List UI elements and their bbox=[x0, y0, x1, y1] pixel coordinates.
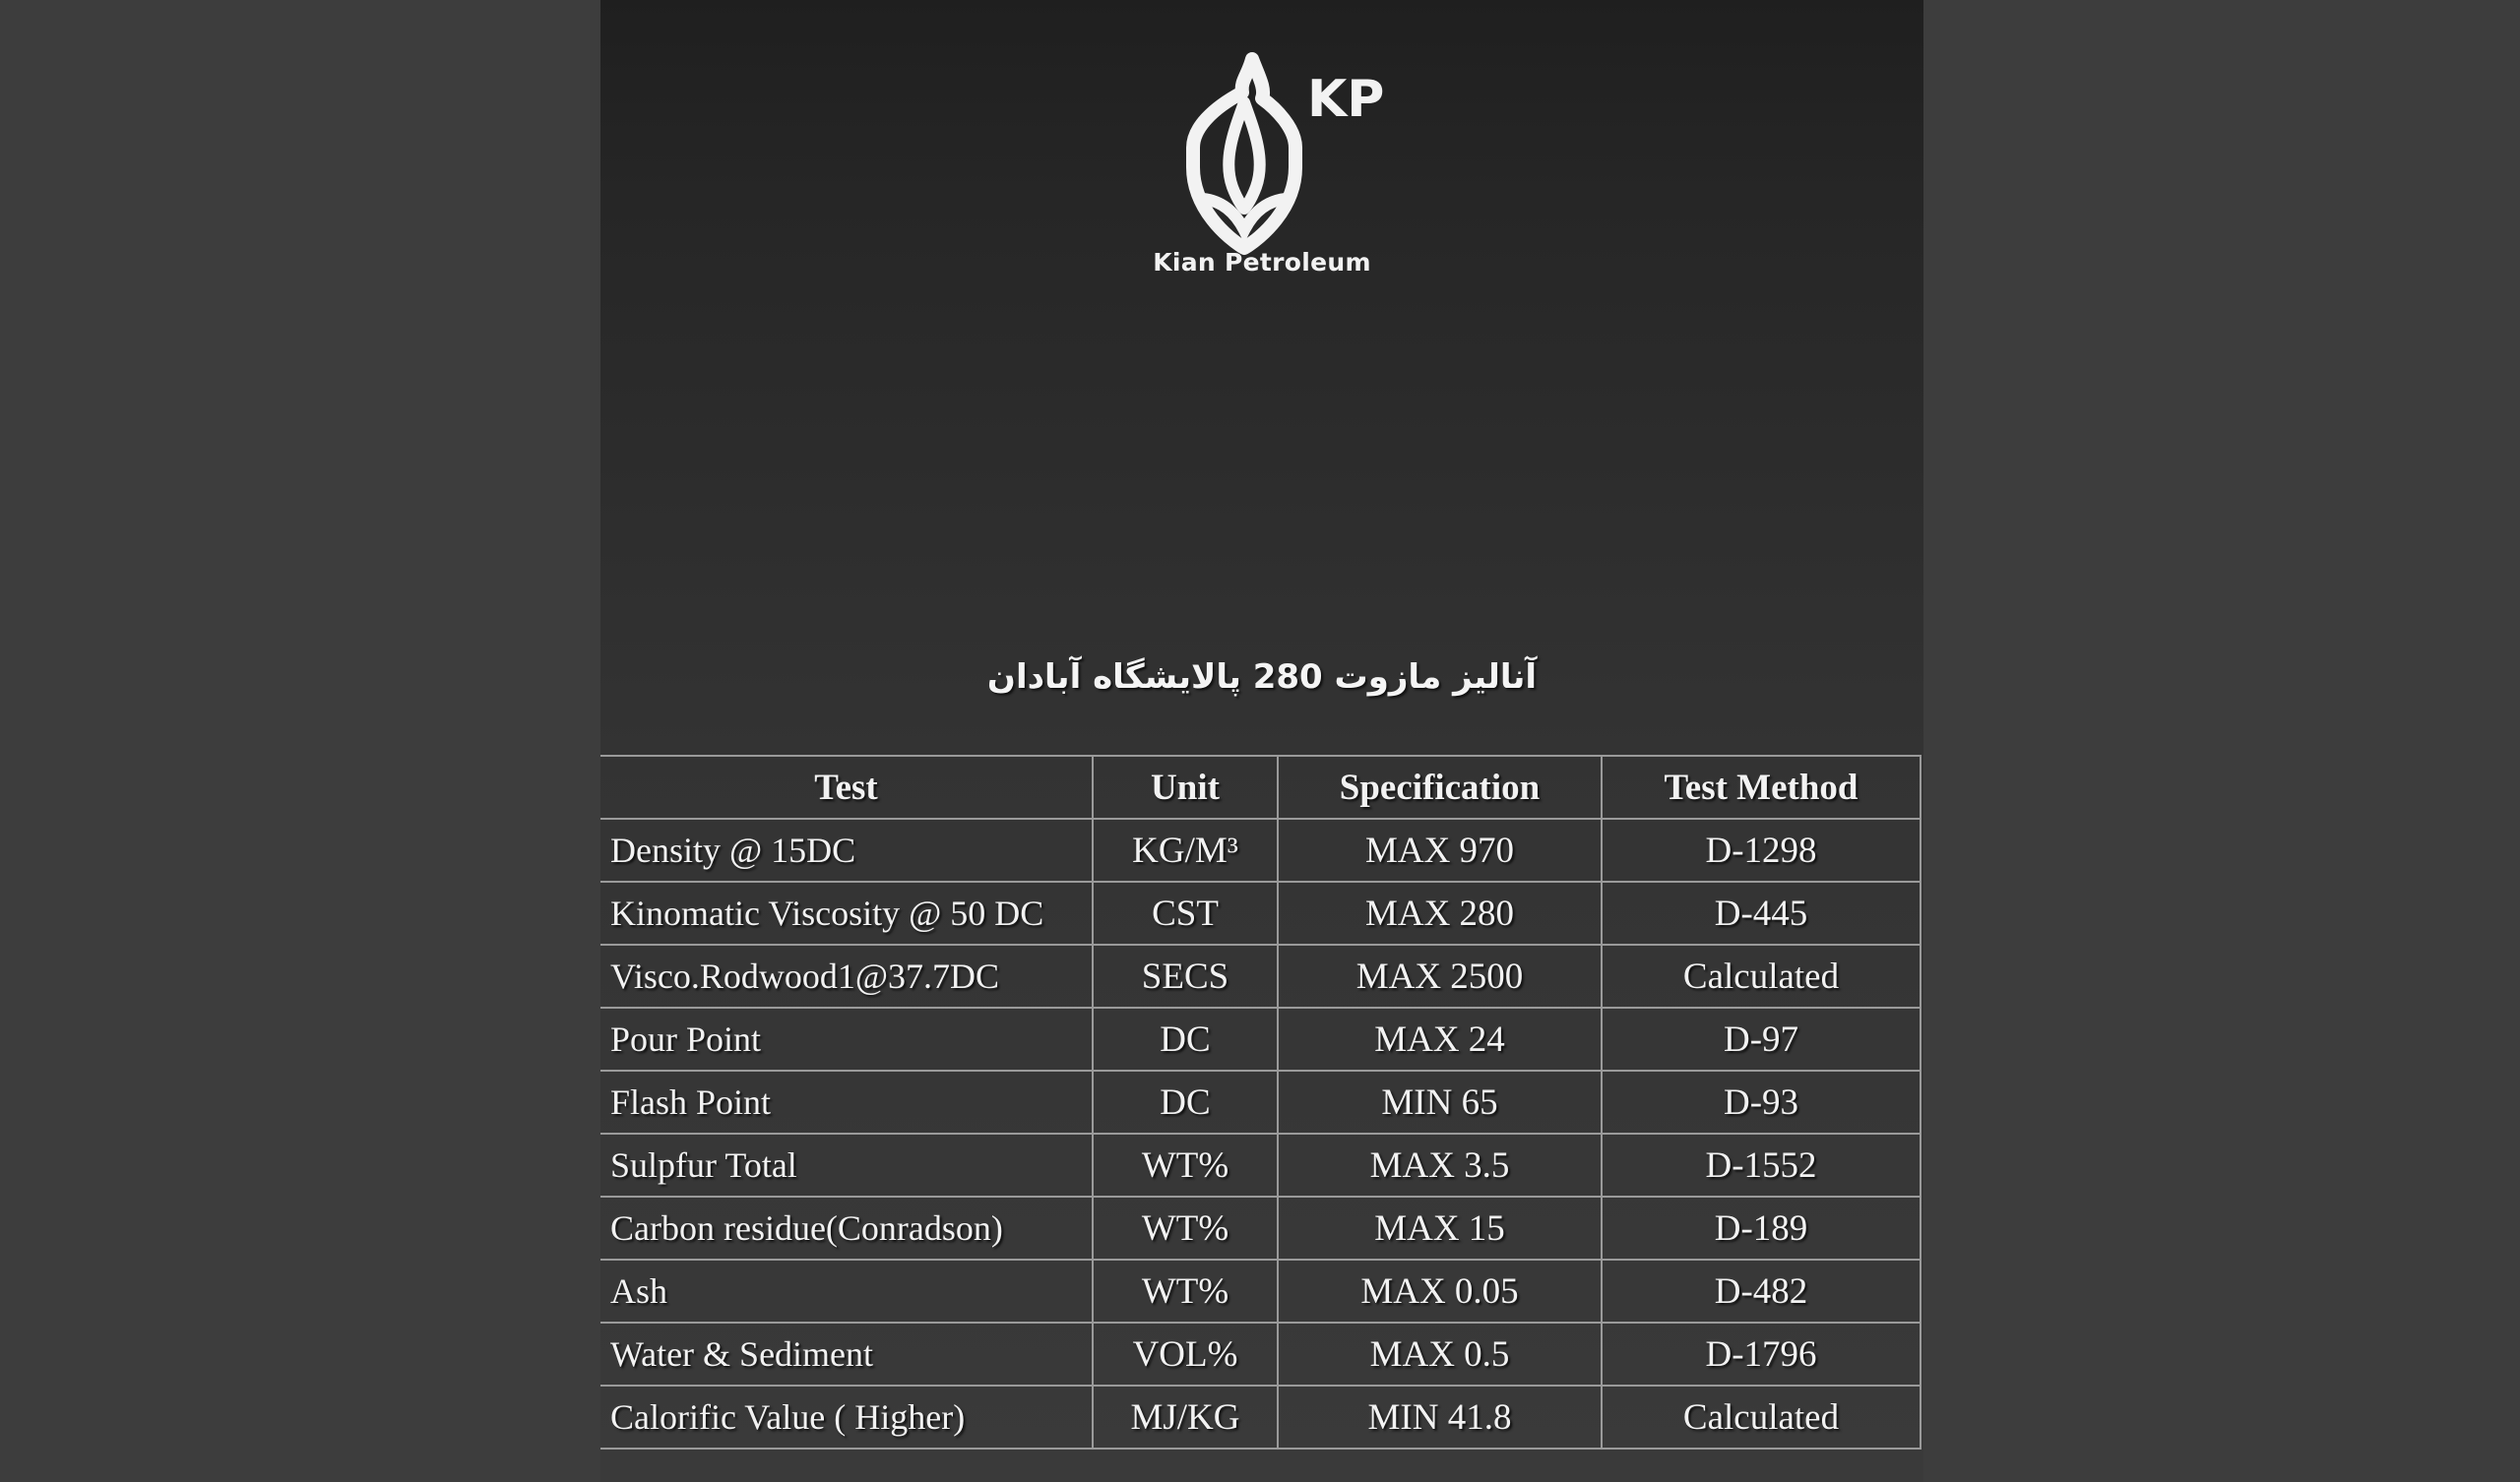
cell-specification: MAX 0.5 bbox=[1278, 1323, 1602, 1386]
cell-unit: DC bbox=[1093, 1008, 1278, 1071]
cell-test-method: D-1298 bbox=[1602, 819, 1921, 882]
table-row bbox=[600, 1260, 1921, 1323]
specification-table bbox=[600, 755, 1922, 1450]
cell-specification: MIN 65 bbox=[1278, 1071, 1602, 1134]
cell-test: Ash bbox=[600, 1260, 1093, 1323]
cell-test-method: D-482 bbox=[1602, 1260, 1921, 1323]
cell-test-method: Calculated bbox=[1602, 1386, 1921, 1449]
cell-specification: MAX 2500 bbox=[1278, 945, 1602, 1008]
cell-specification: MAX 24 bbox=[1278, 1008, 1602, 1071]
table-row bbox=[600, 1008, 1921, 1071]
cell-test: Calorific Value ( Higher) bbox=[600, 1386, 1093, 1449]
cell-unit: WT% bbox=[1093, 1134, 1278, 1197]
page-title: آنالیز مازوت 280 پالایشگاه آبادان bbox=[986, 657, 1538, 697]
cell-test: Density @ 15DC bbox=[600, 819, 1093, 882]
cell-test-method: D-445 bbox=[1602, 882, 1921, 945]
cell-specification: MAX 0.05 bbox=[1278, 1260, 1602, 1323]
table-row bbox=[600, 1323, 1921, 1386]
table-row bbox=[600, 882, 1921, 945]
cell-unit: DC bbox=[1093, 1071, 1278, 1134]
cell-specification: MAX 970 bbox=[1278, 819, 1602, 882]
cell-unit: CST bbox=[1093, 882, 1278, 945]
cell-test: Kinomatic Viscosity @ 50 DC bbox=[600, 882, 1093, 945]
cell-test: Pour Point bbox=[600, 1008, 1093, 1071]
cell-unit: WT% bbox=[1093, 1260, 1278, 1323]
cell-test: Carbon residue(Conradson) bbox=[600, 1197, 1093, 1260]
cell-specification: MAX 3.5 bbox=[1278, 1134, 1602, 1197]
cell-unit: KG/M³ bbox=[1093, 819, 1278, 882]
table-row bbox=[600, 1386, 1921, 1449]
cell-unit: WT% bbox=[1093, 1197, 1278, 1260]
cell-unit: SECS bbox=[1093, 945, 1278, 1008]
cell-test-method: D-1796 bbox=[1602, 1323, 1921, 1386]
cell-specification: MAX 15 bbox=[1278, 1197, 1602, 1260]
brand-name: Kian Petroleum bbox=[1153, 248, 1371, 277]
cell-specification: MAX 280 bbox=[1278, 882, 1602, 945]
header-unit: Unit bbox=[1093, 756, 1278, 819]
cell-test: Flash Point bbox=[600, 1071, 1093, 1134]
cell-specification: MIN 41.8 bbox=[1278, 1386, 1602, 1449]
cell-test-method: D-1552 bbox=[1602, 1134, 1921, 1197]
cell-test: Sulpfur Total bbox=[600, 1134, 1093, 1197]
table-row bbox=[600, 1071, 1921, 1134]
cell-test: Visco.Rodwood1@37.7DC bbox=[600, 945, 1093, 1008]
table-header-row bbox=[600, 756, 1921, 819]
document-page bbox=[600, 0, 1923, 1482]
cell-test-method: D-97 bbox=[1602, 1008, 1921, 1071]
table-row bbox=[600, 819, 1921, 882]
table-row bbox=[600, 945, 1921, 1008]
cell-test: Water & Sediment bbox=[600, 1323, 1093, 1386]
cell-test-method: D-93 bbox=[1602, 1071, 1921, 1134]
cell-test-method: D-189 bbox=[1602, 1197, 1921, 1260]
cell-unit: MJ/KG bbox=[1093, 1386, 1278, 1449]
logo-mark-text: KP bbox=[1307, 70, 1385, 129]
header-test-method: Test Method bbox=[1602, 756, 1921, 819]
header-specification: Specification bbox=[1278, 756, 1602, 819]
cell-test-method: Calculated bbox=[1602, 945, 1921, 1008]
cell-unit: VOL% bbox=[1093, 1323, 1278, 1386]
table-row bbox=[600, 1134, 1921, 1197]
header-test: Test bbox=[600, 756, 1093, 819]
table-row bbox=[600, 1197, 1921, 1260]
